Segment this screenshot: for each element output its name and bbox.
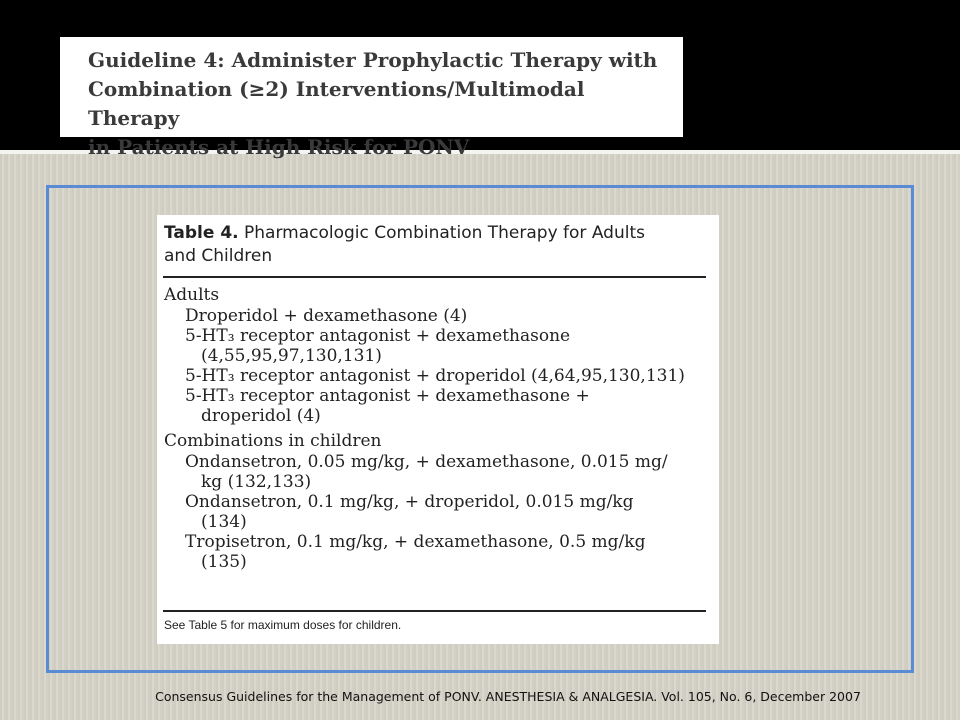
table-image	[157, 215, 719, 644]
guideline-title-line: Combination (≥2) Interventions/Multimodal Therapy	[88, 77, 585, 130]
table-number: Table 4.	[164, 223, 239, 243]
entry-text: Ondansetron, 0.05 mg/kg, + dexamethasone, 0.015 mg/	[185, 452, 668, 472]
table-entry	[164, 326, 709, 366]
citation: Consensus Guidelines for the Management of PONV. ANESTHESIA & ANALGESIA. Vol. 105, No. 6, December 2007	[155, 689, 861, 704]
table-top-rule	[163, 276, 706, 278]
table-entry	[164, 452, 709, 492]
entry-text: 5-HT₃ receptor antagonist + droperidol (4,64,95,130,131)	[185, 366, 685, 386]
entry-text: Ondansetron, 0.1 mg/kg, + droperidol, 0.015 mg/kg	[185, 492, 634, 512]
table-caption-line1: Pharmacologic Combination Therapy for Adults	[244, 223, 645, 243]
entry-text: 5-HT₃ receptor antagonist + dexamethasone	[185, 326, 571, 346]
table-entry	[164, 492, 709, 532]
table-caption-line2: and Children	[164, 246, 273, 266]
guideline-title	[88, 46, 678, 162]
table-caption	[164, 222, 684, 268]
entry-continuation: (135)	[201, 552, 247, 572]
section-heading: Adults	[164, 285, 220, 305]
guideline-title-box	[60, 37, 683, 159]
table-entry	[164, 386, 709, 426]
entry-text: Tropisetron, 0.1 mg/kg, + dexamethasone, 0.5 mg/kg	[185, 532, 646, 552]
entry-text: 5-HT₃ receptor antagonist + dexamethasone +	[185, 386, 590, 406]
entry-continuation: droperidol (4)	[201, 406, 321, 426]
section-heading: Combinations in children	[164, 431, 382, 451]
entry-continuation: (134)	[201, 512, 247, 532]
entry-continuation: (4,55,95,97,130,131)	[201, 346, 382, 366]
table-entry	[164, 306, 709, 326]
entry-text: Droperidol + dexamethasone (4)	[185, 306, 468, 326]
entry-continuation: kg (132,133)	[201, 472, 312, 492]
table-entry	[164, 532, 709, 572]
guideline-title-line: in Patients at High Risk for PONV	[88, 135, 470, 159]
table-bottom-rule	[163, 610, 706, 612]
table-footnote: See Table 5 for maximum doses for children.	[164, 618, 402, 632]
table-entry	[164, 366, 709, 386]
table-body	[164, 284, 709, 572]
guideline-title-line: Guideline 4: Administer Prophylactic Therapy with	[88, 48, 658, 72]
